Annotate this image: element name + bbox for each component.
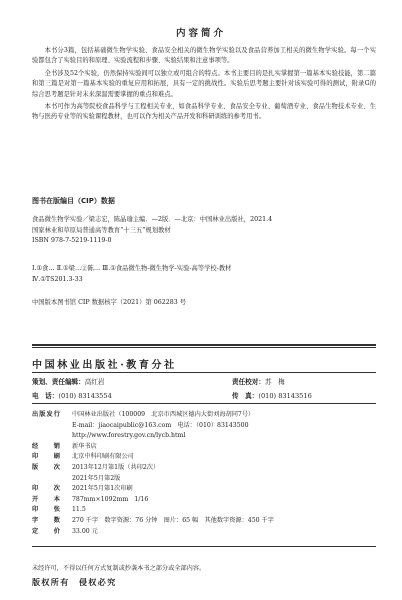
contact-row [32, 390, 376, 400]
detail-row [32, 527, 376, 538]
detail-row [32, 410, 376, 421]
detail-key: 开本 [32, 495, 60, 503]
detail-value: 11.5 [72, 506, 86, 514]
copy-notice: 未经许可，不得以任何方式复制或抄袭本书之部分或全部内容。 [32, 565, 206, 572]
detail-row [32, 505, 376, 516]
intro-body [32, 46, 376, 125]
cip-block [32, 215, 376, 247]
fax-value: (010) 83143516 [258, 392, 312, 400]
detail-row [32, 474, 376, 485]
proof-label: 责任校对： [232, 378, 265, 386]
detail-row [32, 452, 376, 463]
detail-value: 2021年5月第1次印刷 [72, 485, 133, 493]
detail-value: 北京中科印刷有限公司 [72, 453, 134, 461]
cip-record: 中国版本图书馆 CIP 数据核字（2021）第 062283 号 [32, 299, 187, 306]
divider [32, 344, 376, 346]
intro-paragraph: 本书分3篇，包括基础微生物学实验、食品安全相关的微生物学实验以及食品营养加工相关的微生物学实验。每一个实验都包含了实验目的和原理、实验流程和步骤、实验结果和注意事项等。 [32, 47, 376, 65]
cip-line: ISBN 978-7-5219-1119-0 [32, 237, 112, 245]
detail-value: E-mail：jiaocaipublic@163.com 电话：（010）83143500 [72, 421, 249, 429]
divider [32, 347, 376, 348]
detail-key: 印次 [32, 485, 60, 493]
detail-row [32, 495, 376, 506]
detail-value: 2021年5月第2版 [72, 474, 121, 482]
detail-value: 787mm×1092mm 1/16 [72, 495, 149, 503]
intro-title: 内容简介 [175, 28, 226, 39]
editor-value: 高红岩 [84, 378, 105, 386]
detail-value: 中国林业出版社（100009 北京市西城区德内大街刘海胡同7号） [72, 411, 255, 418]
detail-value: 33.00 元 [72, 527, 98, 535]
detail-key: 版次 [32, 463, 60, 471]
detail-row [32, 516, 376, 527]
detail-row [32, 463, 376, 474]
editor-label: 策划、责任编辑： [32, 378, 85, 386]
detail-key: 定价 [32, 527, 60, 535]
detail-key: 字数 [32, 516, 60, 524]
publication-details [32, 410, 376, 537]
divider [32, 372, 376, 373]
detail-key: 印刷 [32, 453, 60, 461]
editor-row [32, 376, 376, 386]
detail-row [32, 484, 376, 495]
cip-line: 食品微生物学实验／梁志宏，陈晶瑜主编．—2版．—北京：中国林业出版社，2021.4 [32, 216, 273, 223]
detail-row [32, 421, 376, 432]
cip-class-line: Ⅰ.①食… Ⅱ.①梁…②陈… Ⅲ.①食品微生物-微生物学-实验-高等学校-教材 [32, 265, 232, 272]
cip-title: 图书在版编目（CIP）数据 [32, 197, 115, 205]
publisher-header: 中国林业出版社·教育分社 [32, 360, 177, 371]
divider [32, 546, 376, 547]
rights-statement: 版权所有 侵权必究 [32, 577, 117, 587]
detail-row [32, 431, 376, 442]
phone-value: (010) 83143554 [58, 392, 112, 400]
proof-value: 苏 梅 [264, 378, 285, 386]
intro-paragraph: 本书可作为高等院校食品科学与工程相关专业，如食品科学专业、食品安全专业、葡萄酒专业、食品生物技术专业、生物与医药专业等的实验课程教材，也可以作为相关产品开发和科研训练的参考用书。 [32, 103, 376, 121]
detail-value: http://www.forestry.gov.cn/lycb.html [72, 432, 186, 440]
fax-label: 传 真： [232, 392, 259, 400]
detail-key: 出版发行 [32, 411, 60, 418]
cip-line: 国家林业和草原局普通高等教育“十三五”规划教材 [32, 226, 171, 234]
phone-label: 电 话： [32, 392, 59, 400]
intro-paragraph: 全书涉及52个实验，仍然保持实验间可以独立或可组合的特点。本书主要目的是扎实掌握第一篇基本实验技能，第二篇和第三篇是对第一篇基本实验的重复应用和拓展，具有一定的挑战性。实验后思考题主要针对该实验可得的测试，附录G的综合思考题是针对未来深温需要掌握的重点和难点。 [32, 69, 376, 98]
cip-classification [32, 264, 376, 285]
cip-class-line: Ⅳ.①TS201.3-33 [32, 275, 83, 283]
divider [32, 403, 376, 404]
detail-value: 2013年12月第1版（共印2次） [72, 463, 160, 471]
detail-value: 270 千字 数字资源：76 分钟 图片：65 幅 其他数字资源：450 千字 [72, 516, 274, 524]
detail-key: 经销 [32, 442, 60, 450]
detail-row [32, 442, 376, 453]
detail-key: 印张 [32, 506, 60, 514]
detail-value: 新华书店 [72, 442, 97, 450]
